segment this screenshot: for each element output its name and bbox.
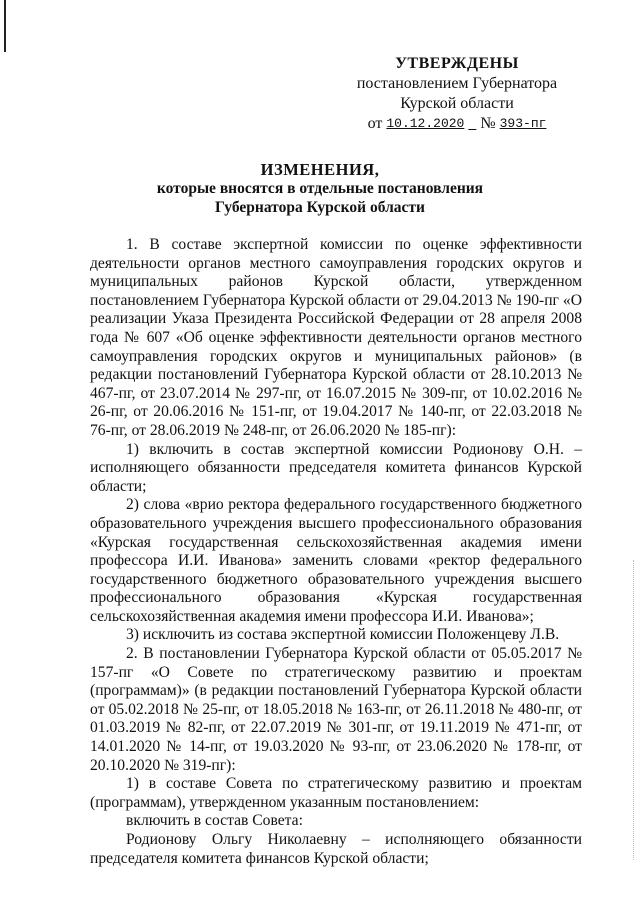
paragraph: 1. В составе экспертной комиссии по оценке эффективности деятельности органов местного самоуправления городских округов и муниципальных районов Курской области, утвержденном постановлением Губернатора Курской области от 29.04.2013 № 190-пг «О реализации Указа Президента Российской Федерации от 28 апреля 2008 года № 607 «Об оценке эффективности деятельности органов местного самоуправления городских округов и муниципальных районов» (в редакции постановлений Губернатора Курской области от 28.10.2013 № 467-пг, от 23.07.2014 № 297-пг, от 16.07.2015 № 309-пг, от 10.02.2016 № 26-пг, от 20.06.2016 № 151-пг, от 19.04.2017 № 140-пг, от 22.03.2018 № 76-пг, от 28.06.2019 № 248-пг, от 26.06.2020 № 185-пг):: [90, 236, 582, 439]
approval-line-1: постановлением Губернатора: [356, 75, 558, 92]
approval-block: [332, 54, 582, 134]
date-prefix: от: [367, 115, 383, 132]
scan-edge-line: [4, 0, 6, 52]
paragraph: 1) включить в состав экспертной комиссии Родионову О.Н. – исполняющего обязанности председателя комитета финансов Курской области;: [90, 440, 582, 495]
paragraph: 2) слова «врио ректора федерального государственного бюджетного образовательного учреждения высшего профессионального образования «Курская государственная сельскохозяйственная академия имени профессора И.И. Иванова» заменить словами «ректор федерального государственного бюджетного образовательного учреждения высшего профессионального образования «Курская государственная сельскохозяйственная академия имени профессора И.И. Иванова»;: [90, 496, 582, 625]
heading-title: ИЗМЕНЕНИЯ,: [260, 160, 380, 179]
paragraph: Родионову Ольгу Николаевну – исполняющего обязанности председателя комитета финансов Курской области;: [90, 831, 582, 867]
approval-date-line: [332, 114, 582, 134]
document-body: [90, 236, 582, 868]
document-heading: [90, 160, 550, 217]
paragraph: 1) в составе Совета по стратегическому развитию и проектам (программам), утвержденном указанным постановлением:: [90, 775, 582, 811]
approval-number: 393-пг: [499, 116, 547, 131]
approval-line-2: Курской области: [400, 95, 514, 112]
paragraph: 2. В постановлении Губернатора Курской области от 05.05.2017 № 157-пг «О Совете по стратегическому развитию и проектам (программам)» (в редакции постановлений Губернатора Курской области от 05.02.2018 № 25-пг, от 18.05.2018 № 163-пг, от 26.11.2018 № 480-пг, от 01.03.2019 № 82-пг, от 22.07.2019 № 301-пг, от 19.11.2019 № 471-пг, от 14.01.2020 № 14-пг, от 19.03.2020 № 93-пг, от 23.06.2020 № 178-пг, от 20.10.2020 № 319-пг):: [90, 645, 582, 774]
scan-edge-specks: [631, 560, 634, 860]
paragraph: включить в состав Совета:: [126, 812, 303, 830]
heading-line-2: Губернатора Курской области: [215, 199, 425, 216]
paragraph: 3) исключить из состава экспертной комиссии Положенцеву Л.В.: [126, 626, 560, 644]
approval-title: УТВЕРЖДЕНЫ: [395, 55, 519, 72]
approval-date: 10.12.2020: [386, 116, 465, 131]
heading-line-1: которые вносятся в отдельные постановления: [156, 180, 484, 197]
number-prefix: №: [480, 115, 496, 132]
